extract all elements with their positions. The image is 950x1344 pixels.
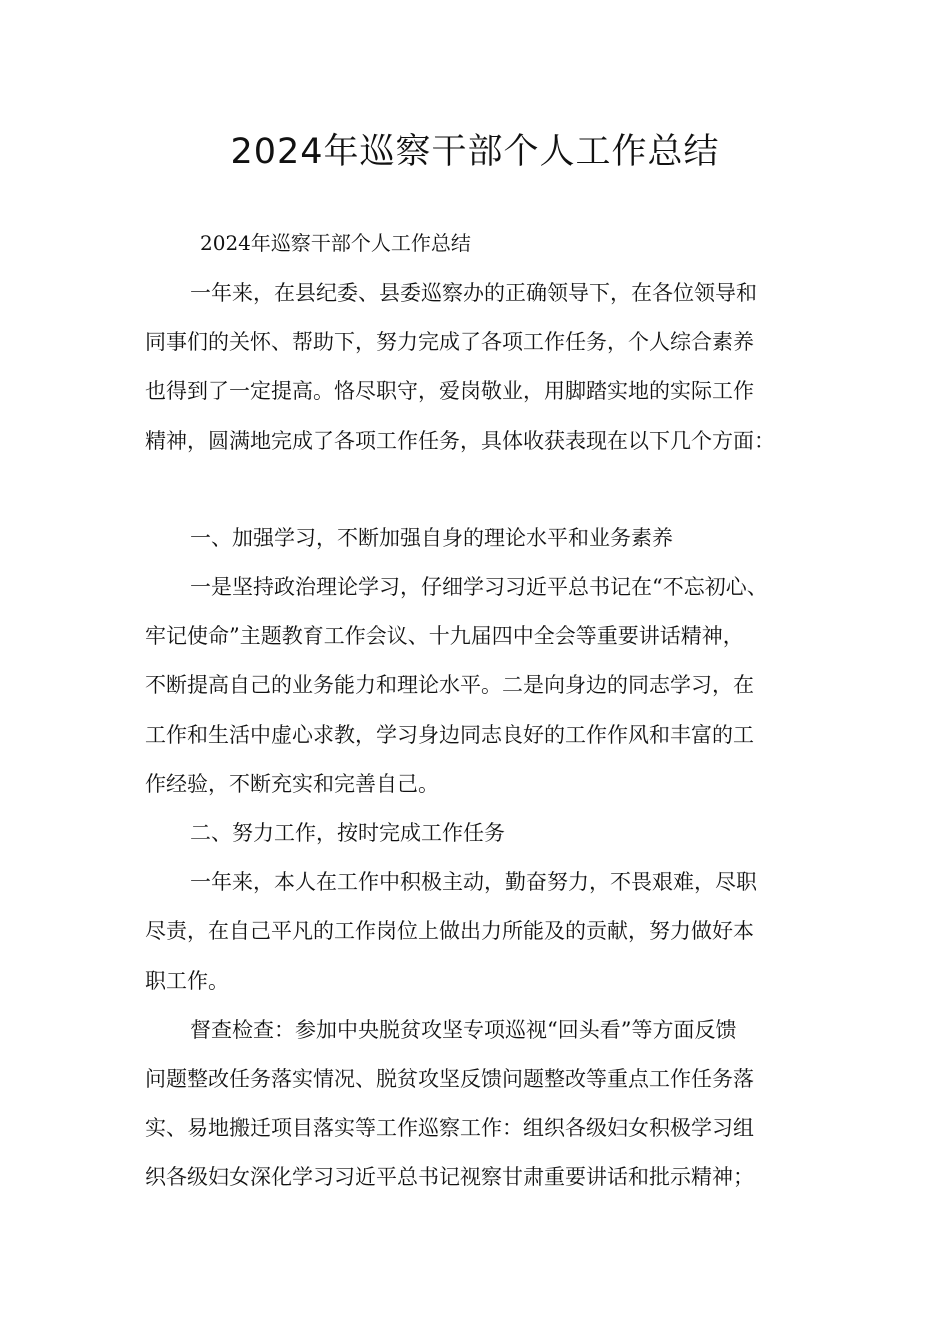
text-line: 一是坚持政治理论学习，仔细学习习近平总书记在“不忘初心、 xyxy=(190,575,768,600)
text-line: 实、易地搬迁项目落实等工作巡察工作：组织各级妇女积极学习组 xyxy=(145,1116,754,1141)
text-line: 问题整改任务落实情况、脱贫攻坚反馈问题整改等重点工作任务落 xyxy=(145,1067,754,1092)
document-title: 2024年巡察干部个人工作总结 xyxy=(230,132,720,172)
paragraph-intro xyxy=(145,269,817,466)
text-line: 精神，圆满地完成了各项工作任务，具体收获表现在以下几个方面： xyxy=(145,428,775,453)
section-heading-1: 一、加强学习，不断加强自身的理论水平和业务素养 xyxy=(190,525,673,550)
text-line: 也得到了一定提高。恪尽职守，爱岗敬业，用脚踏实地的实际工作 xyxy=(145,379,754,404)
text-line: 同事们的关怀、帮助下，努力完成了各项工作任务，个人综合素养 xyxy=(145,330,754,355)
paragraph-study xyxy=(145,563,817,809)
text-line: 织各级妇女深化学习习近平总书记视察甘肃重要讲话和批示精神； xyxy=(145,1165,754,1190)
text-line: 尽责，在自己平凡的工作岗位上做出力所能及的贡献，努力做好本 xyxy=(145,919,754,944)
text-line: 作经验，不断充实和完善自己。 xyxy=(145,771,439,796)
text-line: 督查检查：参加中央脱贫攻坚专项巡视“回头看”等方面反馈 xyxy=(190,1017,737,1042)
text-line: 一年来，本人在工作中积极主动，勤奋努力，不畏艰难，尽职 xyxy=(190,870,757,895)
text-line: 工作和生活中虚心求教，学习身边同志良好的工作作风和丰富的工 xyxy=(145,722,754,747)
text-line: 不断提高自己的业务能力和理论水平。二是向身边的同志学习，在 xyxy=(145,673,754,698)
paragraph-work xyxy=(145,858,817,1006)
paragraph-inspection xyxy=(145,1006,817,1203)
document-subtitle: 2024年巡察干部个人工作总结 xyxy=(200,231,471,255)
text-line: 职工作。 xyxy=(145,968,229,993)
document-body xyxy=(145,228,817,1203)
section-heading-2: 二、努力工作，按时完成工作任务 xyxy=(190,821,505,846)
text-line: 一年来，在县纪委、县委巡察办的正确领导下，在各位领导和 xyxy=(190,281,757,305)
paragraph-spacer xyxy=(145,466,817,514)
text-line: 牢记使命”主题教育工作会议、十九届四中全会等重要讲话精神， xyxy=(145,624,744,649)
